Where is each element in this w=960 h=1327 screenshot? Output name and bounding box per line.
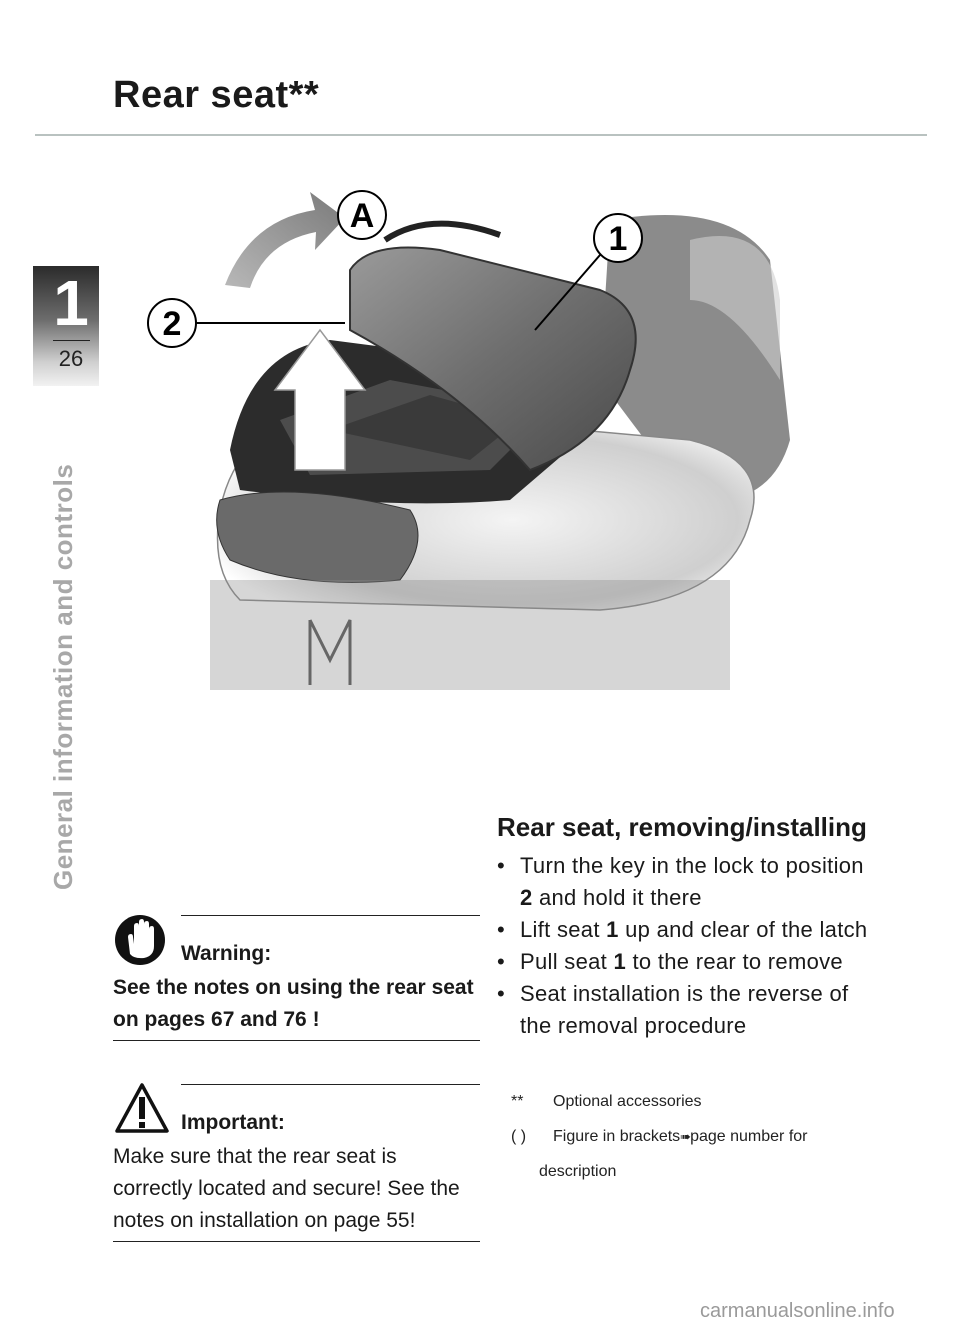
title-divider: [35, 134, 927, 136]
page-number: 26: [58, 346, 84, 371]
callout-a: [338, 191, 386, 239]
page-title: Rear seat**: [113, 74, 320, 116]
section-heading: Rear seat, removing/installing: [497, 812, 867, 842]
rear-seat-figure: [130, 180, 920, 700]
chapter-number: 1: [53, 267, 89, 339]
important-heading: Important:: [181, 1111, 285, 1134]
page-reference-arrow-icon: ➠: [680, 1129, 691, 1144]
stop-hand-icon: [113, 910, 171, 968]
watermark: carmanualsonline.info: [700, 1300, 895, 1322]
important-body: Make sure that the rear seat is correctly located and secure! See the notes on installation on page 55!: [113, 1145, 460, 1232]
svg-text:1: 1: [608, 220, 628, 258]
footnote-brackets: ( ) Figure in brackets➠page number for: [511, 1128, 808, 1145]
footnote-optional: ** Optional accessories: [511, 1093, 702, 1110]
warning-notice: [113, 910, 480, 1041]
exclamation-triangle-icon: [113, 1079, 171, 1137]
step-list: [497, 850, 877, 1042]
footnotes: [497, 1084, 877, 1189]
list-item: • Pull seat 1 to the rear to remove: [497, 949, 843, 974]
list-item: • Lift seat 1 up and clear of the latch: [497, 917, 868, 942]
rotation-arrow: [225, 192, 345, 288]
chapter-divider: [53, 340, 90, 341]
callout-1: [594, 214, 642, 262]
warning-body: See the notes on using the rear seat on pages 67 and 76 !: [113, 976, 474, 1031]
important-notice: [113, 1079, 480, 1242]
list-item: • Seat installation is the reverse of the removal procedure: [497, 981, 849, 1038]
callout-2: [148, 299, 196, 347]
svg-text:2: 2: [162, 305, 182, 343]
footnote-brackets-continued: description: [539, 1163, 617, 1180]
svg-text:A: A: [349, 197, 375, 235]
seat-grab-handle: [385, 224, 500, 240]
chapter-side-label: General information and controls: [48, 463, 78, 890]
instructions-column: [497, 810, 877, 1189]
notices-column: [113, 910, 480, 1242]
warning-heading: Warning:: [181, 942, 272, 965]
list-item: • Turn the key in the lock to position 2 and hold it there: [497, 853, 864, 910]
